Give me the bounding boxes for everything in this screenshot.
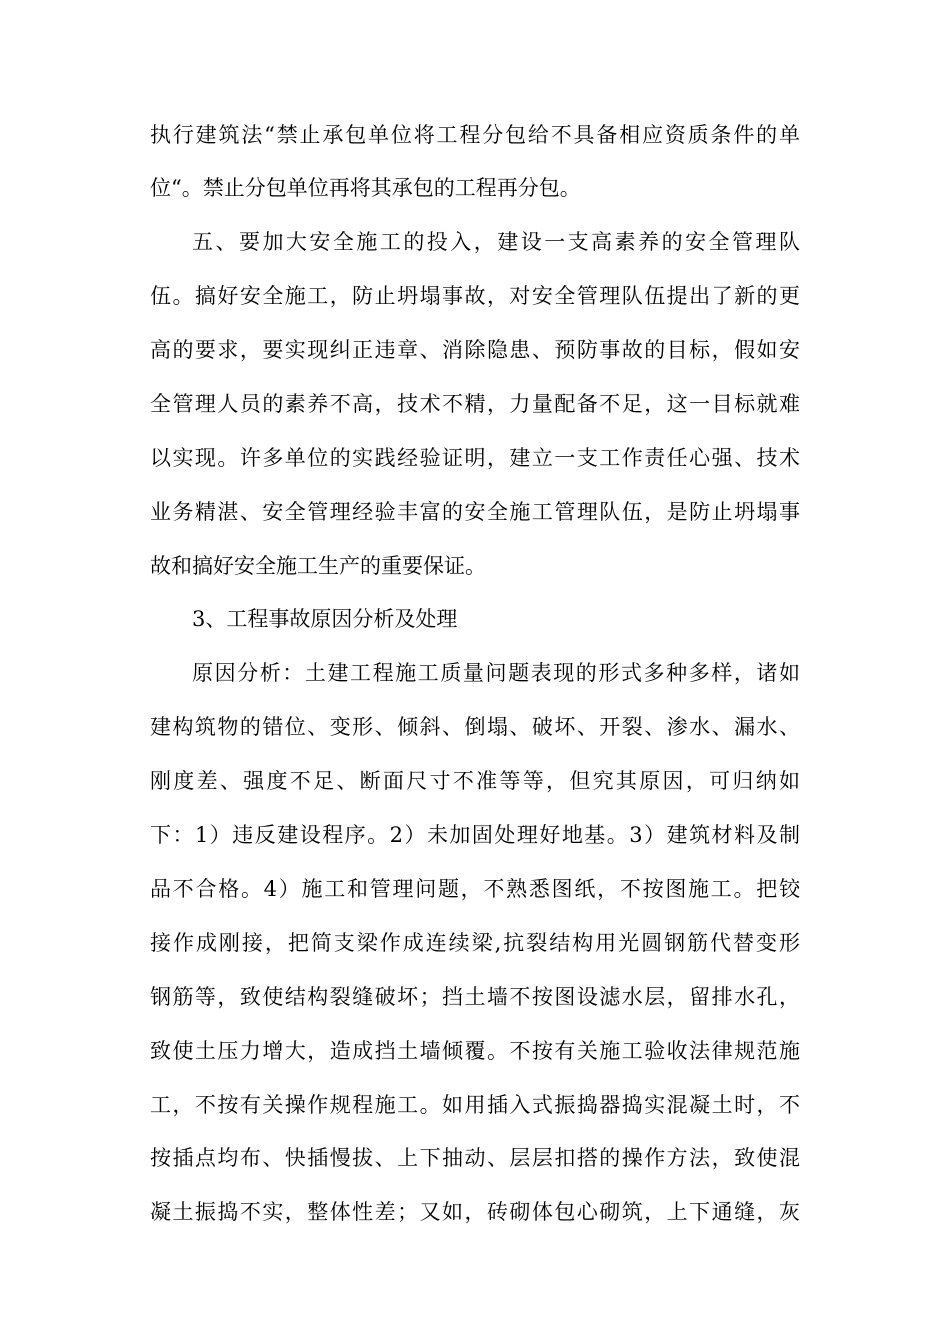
text-line: 接作成刚接，把简支梁作成连续梁,抗裂结构用光圆钢筋代替变形: [150, 931, 800, 955]
text-line: 钢筋等，致使结构裂缝破坏；挡土墙不按图设滤水层，留排水孔，: [150, 985, 800, 1009]
text-line: 五、要加大安全施工的投入，建设一支高素养的安全管理队: [192, 230, 800, 254]
text-line: 按插点均布、快插慢拔、上下抽动、层层扣搭的操作方法，致使混: [150, 1146, 800, 1170]
text-line: 建构筑物的错位、变形、倾斜、倒塌、破坏、开裂、渗水、漏水、: [150, 715, 800, 739]
text-line: 凝土振捣不实，整体性差；又如，砖砌体包心砌筑，上下通缝，灰: [150, 1200, 800, 1224]
text-line: 高的要求，要实现纠正违章、消除隐患、预防事故的目标，假如安: [150, 338, 800, 362]
text-line: 以实现。许多单位的实践经验证明，建立一支工作责任心强、技术: [150, 446, 800, 470]
text-line: 位“。禁止分包单位再将其承包的工程再分包。: [150, 176, 581, 200]
text-line: 致使土压力增大，造成挡土墙倾覆。不按有关施工验收法律规范施: [150, 1039, 800, 1063]
text-line: 下：1）违反建设程序。2）未加固处理好地基。3）建筑材料及制: [150, 823, 800, 847]
text-line: 工，不按有关操作规程施工。如用插入式振捣器捣实混凝土时，不: [150, 1093, 800, 1117]
text-line: 全管理人员的素养不高，技术不精，力量配备不足，这一目标就难: [150, 392, 800, 416]
text-line: 原因分析：土建工程施工质量问题表现的形式多种多样，诸如: [192, 661, 800, 685]
section-heading: 3、工程事故原因分析及处理: [192, 607, 458, 631]
text-line: 伍。搞好安全施工，防止坍塌事故，对安全管理队伍提出了新的更: [150, 284, 800, 308]
text-line: 品不合格。4）施工和管理问题，不熟悉图纸，不按图施工。把铰: [150, 877, 800, 901]
text-line: 业务精湛、安全管理经验丰富的安全施工管理队伍，是防止坍塌事: [150, 500, 800, 524]
text-line: 刚度差、强度不足、断面尺寸不准等等，但究其原因，可归纳如: [150, 769, 800, 793]
text-line: 执行建筑法“禁止承包单位将工程分包给不具备相应资质条件的单: [150, 123, 800, 147]
text-line: 故和搞好安全施工生产的重要保证。: [150, 554, 486, 578]
